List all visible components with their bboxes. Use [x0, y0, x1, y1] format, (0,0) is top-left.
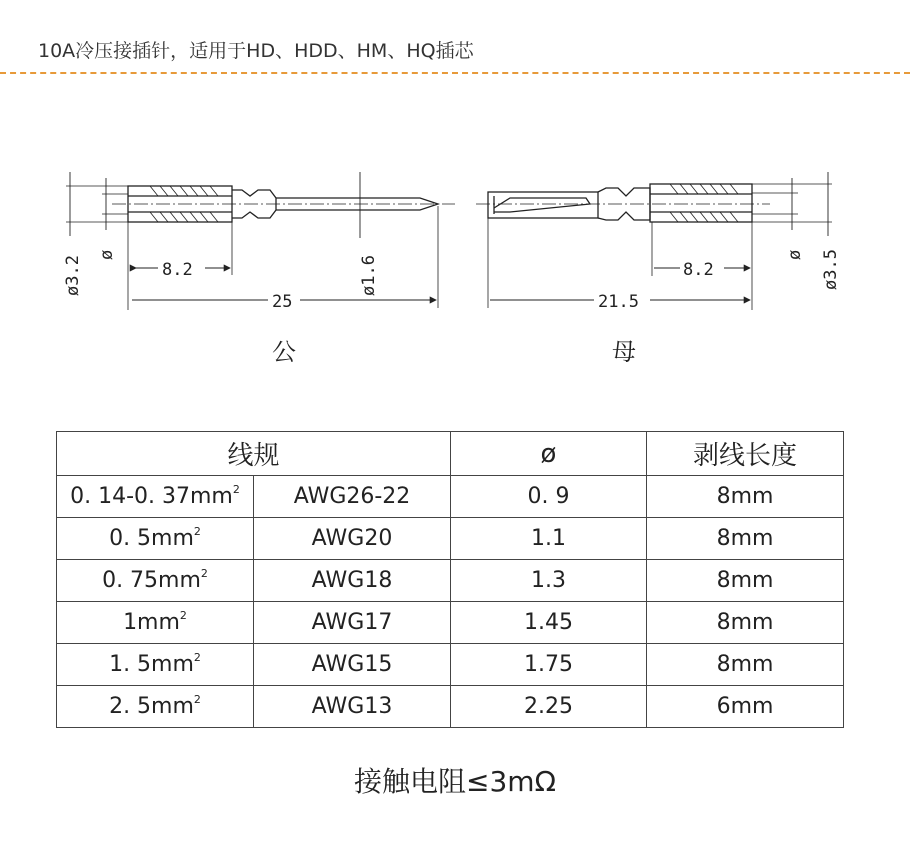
- table-row: [57, 644, 844, 686]
- page-title: 10A冷压接插针，适用于HD、HDD、HM、HQ插芯: [38, 40, 474, 62]
- contact-resistance-note: 接触电阻≤3mΩ: [354, 765, 556, 798]
- cell-strip-length: 8mm: [647, 518, 844, 560]
- cell-cross-section: 1. $5mm^2$: [57, 644, 254, 686]
- table-row: [57, 602, 844, 644]
- technical-drawings: [0, 0, 910, 420]
- table-header-row: [57, 432, 844, 476]
- cell-awg: AWG15: [254, 644, 451, 686]
- cell-awg: AWG17: [254, 602, 451, 644]
- cell-cross-section: 0. $75mm^2$: [57, 560, 254, 602]
- cell-awg: AWG26-22: [254, 476, 451, 518]
- male-outer-dia: ø3.2: [63, 255, 83, 296]
- table-row: [57, 686, 844, 728]
- cell-awg: AWG18: [254, 560, 451, 602]
- header-diameter: ø: [451, 432, 647, 476]
- cell-diameter: 0. 9: [451, 476, 647, 518]
- cell-diameter: 1.45: [451, 602, 647, 644]
- male-inner-dia-symbol: ø: [97, 249, 117, 260]
- cell-strip-length: 8mm: [647, 644, 844, 686]
- female-outer-dia: ø3.5: [821, 249, 841, 290]
- cell-diameter: 1.1: [451, 518, 647, 560]
- male-total-length: 25: [272, 292, 293, 312]
- cell-diameter: 1.75: [451, 644, 647, 686]
- table-row: [57, 560, 844, 602]
- header-strip-length: 剥线长度: [647, 432, 844, 476]
- cell-cross-section: 2. $5mm^2$: [57, 686, 254, 728]
- female-inner-dia-symbol: ø: [785, 249, 805, 260]
- cell-strip-length: 8mm: [647, 476, 844, 518]
- cell-strip-length: 6mm: [647, 686, 844, 728]
- cell-cross-section: $1mm^2$: [57, 602, 254, 644]
- female-socket-drawing: [476, 172, 832, 310]
- male-pin-drawing: [66, 172, 455, 310]
- female-caption: 母: [612, 338, 636, 366]
- cell-cross-section: 0. $5mm^2$: [57, 518, 254, 560]
- table-row: [57, 476, 844, 518]
- wire-gauge-table: [56, 431, 844, 728]
- cell-diameter: 2.25: [451, 686, 647, 728]
- cell-diameter: 1.3: [451, 560, 647, 602]
- cell-awg: AWG20: [254, 518, 451, 560]
- cell-cross-section: 0. 14-0. $37mm^2$: [57, 476, 254, 518]
- male-pin-dia: ø1.6: [359, 255, 379, 296]
- cell-awg: AWG13: [254, 686, 451, 728]
- table-row: [57, 518, 844, 560]
- female-crimp-length: 8.2: [683, 260, 714, 280]
- header-wire-gauge: 线规: [57, 432, 451, 476]
- cell-strip-length: 8mm: [647, 602, 844, 644]
- female-total-length: 21.5: [598, 292, 639, 312]
- cell-strip-length: 8mm: [647, 560, 844, 602]
- male-crimp-length: 8.2: [162, 260, 193, 280]
- male-caption: 公: [272, 338, 296, 366]
